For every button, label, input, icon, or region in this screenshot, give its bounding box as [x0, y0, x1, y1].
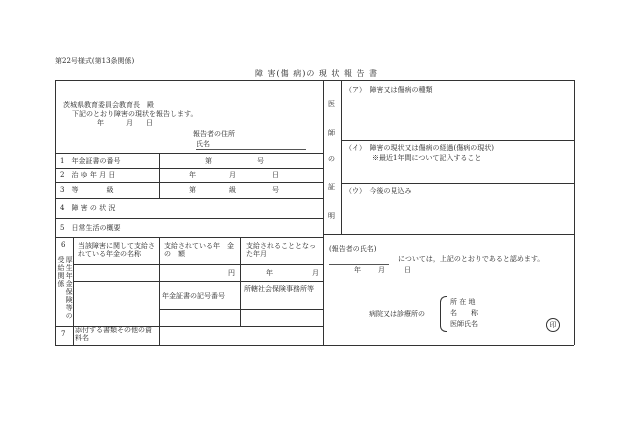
doctor-proof-5: 明 — [328, 212, 335, 220]
row3-end: 号 — [272, 186, 279, 194]
doctor-label-col — [341, 80, 342, 234]
right-certify-top — [323, 234, 574, 235]
row2-year: 年 — [189, 171, 196, 179]
sec6-number: 6 — [61, 241, 66, 249]
brace-icon — [440, 296, 447, 332]
sec6-row-c — [159, 309, 323, 310]
sec6-yen: 円 — [228, 269, 235, 277]
row1-label: 1 年金証書の番号 — [60, 157, 121, 165]
form-number: 第22号様式(第13条関係) — [55, 57, 135, 65]
sec6-col1-header: 当該障害に関して支給されている年金の名称 — [78, 242, 155, 259]
row2-month: 月 — [229, 171, 236, 179]
cert-date-day: 日 — [404, 266, 411, 274]
reporter-name-label: (報告者の氏名) — [329, 245, 377, 253]
row7-split — [159, 326, 160, 345]
item-u-label: （ウ） 今後の見込み — [345, 187, 412, 195]
row3-label: 3 等 級 — [60, 186, 114, 194]
row5-label: 5 日常生活の概要 — [60, 224, 121, 232]
frame-left-line — [55, 80, 56, 345]
row1-end: 号 — [257, 157, 264, 165]
reporter-name-underline — [196, 149, 306, 150]
item-i-label: （イ） 障害の現状又は傷病の経過(傷病の現状) — [345, 144, 494, 152]
doctor-proof-4: 証 — [328, 183, 335, 191]
report-statement: 下記のとおり障害の現状を報告します。 — [72, 110, 198, 118]
row3-mid2: 級 — [229, 186, 236, 194]
doctor-proof-3: の — [328, 155, 335, 163]
rows1-3-col-split — [159, 153, 160, 198]
row4-label: 4 障 害 の 状 況 — [60, 204, 116, 212]
row2-label: 2 治 ゆ 年 月 日 — [60, 171, 116, 179]
certify-statement: については，上記のとおりであると認めます。 — [398, 255, 545, 263]
date-day: 日 — [146, 119, 153, 127]
sec6-row-a — [73, 264, 323, 265]
name-label: 名 称 — [450, 309, 478, 317]
right-row-u — [341, 183, 574, 184]
date-month: 月 — [126, 119, 133, 127]
page-title: 障 害(傷 病)の 現 状 報 告 書 — [255, 69, 379, 78]
doctor-proof-2: 師 — [328, 129, 335, 137]
sec6-row-b — [159, 281, 323, 282]
row1-top — [55, 153, 323, 154]
seal-icon: 印 — [546, 318, 560, 332]
cert-date-year: 年 — [354, 266, 361, 274]
reporter-address: 報告者の住所 — [193, 130, 235, 138]
row1-mid: 第 — [205, 157, 212, 165]
sec6-row-b-left — [73, 281, 159, 282]
row7-number: 7 — [61, 330, 66, 338]
sec6-month: 月 — [312, 269, 319, 277]
sec6-cert-number: 年金証書の記号番号 — [162, 292, 225, 300]
cert-date-month: 月 — [378, 266, 385, 274]
row3-mid: 第 — [189, 186, 196, 194]
sec6-col3-header: 支給されることとなった年月 — [246, 242, 316, 259]
frame-top-line — [55, 80, 574, 81]
reporter-name-blank — [329, 264, 389, 265]
sec6-vertical-label: 厚生年金保険等の受給関係 — [57, 256, 74, 320]
row6-top — [55, 237, 323, 238]
addressee: 茨城県教育委員会教育長 殿 — [63, 101, 154, 109]
frame-bottom-line — [55, 345, 574, 346]
row2-day: 日 — [272, 171, 279, 179]
hospital-label: 病院又は診療所の — [369, 310, 425, 318]
location-label: 所 在 地 — [450, 298, 476, 306]
row2-top — [55, 168, 323, 169]
row3-top — [55, 182, 323, 183]
sec6-year: 年 — [266, 269, 273, 277]
date-year: 年 — [97, 119, 104, 127]
item-a-label: （ア） 障害又は傷病の種類 — [345, 86, 433, 94]
row5-top — [55, 218, 323, 219]
right-row-i — [341, 140, 574, 141]
sec6-col2-header: 支給されている年 金 の 額 — [164, 242, 241, 259]
sec6-office: 所轄社会保険事務所等 — [244, 285, 314, 293]
sec6-num-col — [73, 237, 74, 345]
panel-divider — [323, 80, 324, 345]
row7-label: 添付する書類その他の資料名 — [75, 326, 152, 343]
frame-right-line — [574, 80, 575, 345]
doctor-name-label: 医師氏名 — [450, 320, 478, 328]
reporter-name: 氏名 — [196, 140, 210, 148]
doctor-proof-1: 医 — [328, 100, 335, 108]
row4-top — [55, 198, 323, 199]
item-i-note: ※最近1年間について記入すること — [372, 154, 482, 162]
